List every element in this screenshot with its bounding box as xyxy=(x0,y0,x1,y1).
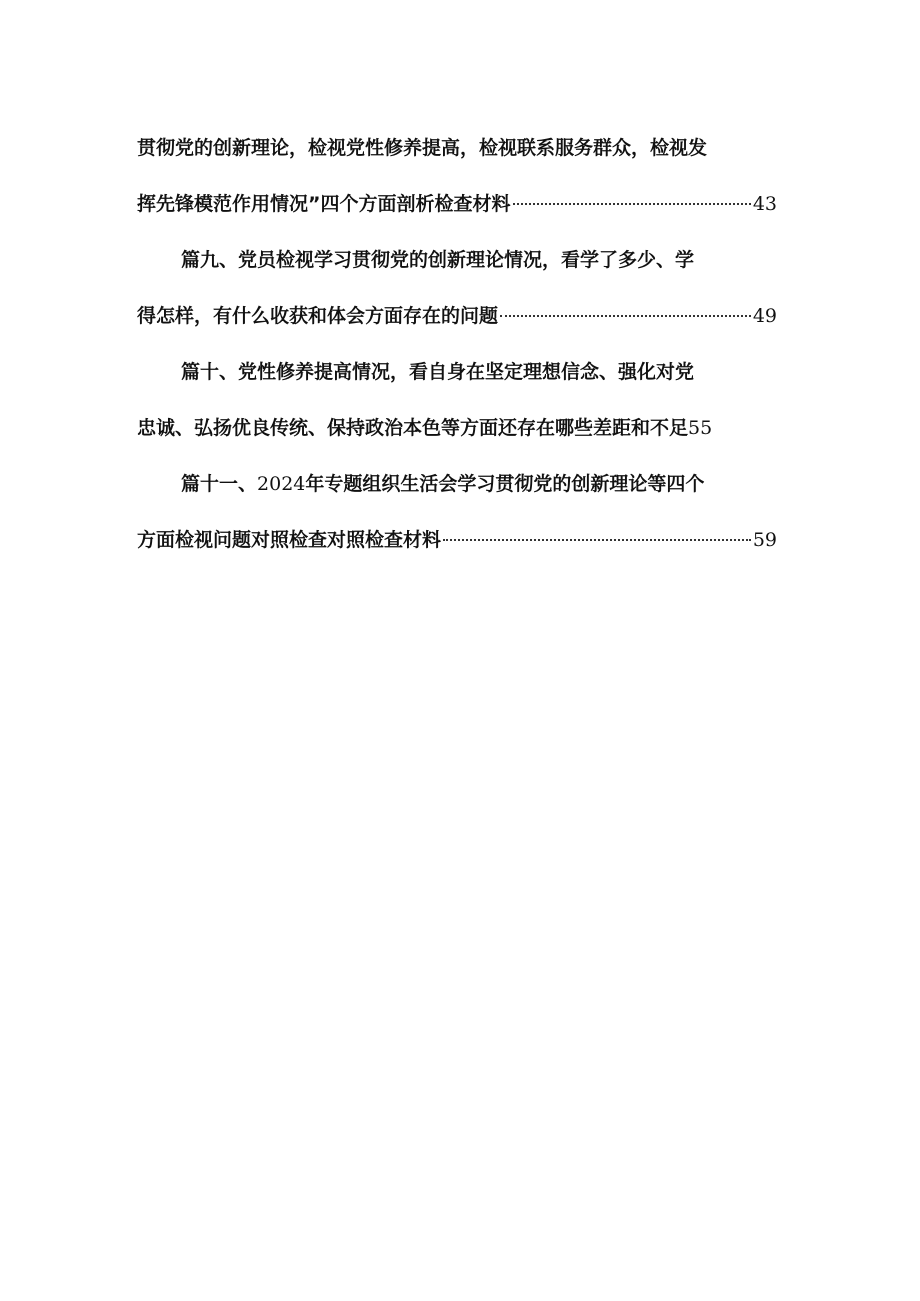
toc-entry[interactable] xyxy=(137,126,777,238)
toc-entry-text: 贯彻党的创新理论，检视党性修养提高，检视联系服务群众，检视发 xyxy=(137,137,708,159)
toc-entry-text: 忠诚、弘扬优良传统、保持政治本色等方面还存在哪些差距和不足 xyxy=(137,417,689,439)
toc-entry-title: 篇十、党性修养提高情况，看自身在坚定理想信念、强化对党 xyxy=(181,361,695,383)
toc-entry-title-suffix: 年专题组织生活会学习贯彻党的创新理论等四个 xyxy=(305,473,705,495)
toc-entry-year: 2024 xyxy=(257,473,306,495)
toc-entry-line xyxy=(137,350,777,406)
toc-entry[interactable] xyxy=(137,462,777,574)
toc-entry-line xyxy=(137,406,777,462)
table-of-contents xyxy=(137,126,777,574)
toc-page-number: 55 xyxy=(688,417,713,439)
toc-entry-text: 方面检视问题对照检查对照检查材料 xyxy=(137,529,442,551)
toc-entry[interactable] xyxy=(137,350,777,462)
toc-entry-title: 篇九、党员检视学习贯彻党的创新理论情况，看学了多少、学 xyxy=(181,249,695,271)
toc-entry[interactable] xyxy=(137,238,777,350)
toc-entry-title-prefix: 篇十一、 xyxy=(181,473,258,495)
toc-entry-line xyxy=(137,518,777,574)
toc-entry-text: 挥先锋模范作用情况”四个方面剖析检查材料 xyxy=(137,193,511,215)
dot-leader xyxy=(443,539,751,541)
toc-entry-text: 得怎样，有什么收获和体会方面存在的问题 xyxy=(137,305,499,327)
toc-entry-line xyxy=(137,462,777,518)
toc-entry-line xyxy=(137,294,777,350)
dot-leader xyxy=(513,203,751,205)
toc-page-number: 49 xyxy=(752,305,777,327)
dot-leader xyxy=(500,315,751,317)
toc-entry-line xyxy=(137,238,777,294)
toc-page-number: 59 xyxy=(752,529,777,551)
toc-entry-line xyxy=(137,182,777,238)
toc-entry-line xyxy=(137,126,777,182)
toc-page-number: 43 xyxy=(752,193,777,215)
